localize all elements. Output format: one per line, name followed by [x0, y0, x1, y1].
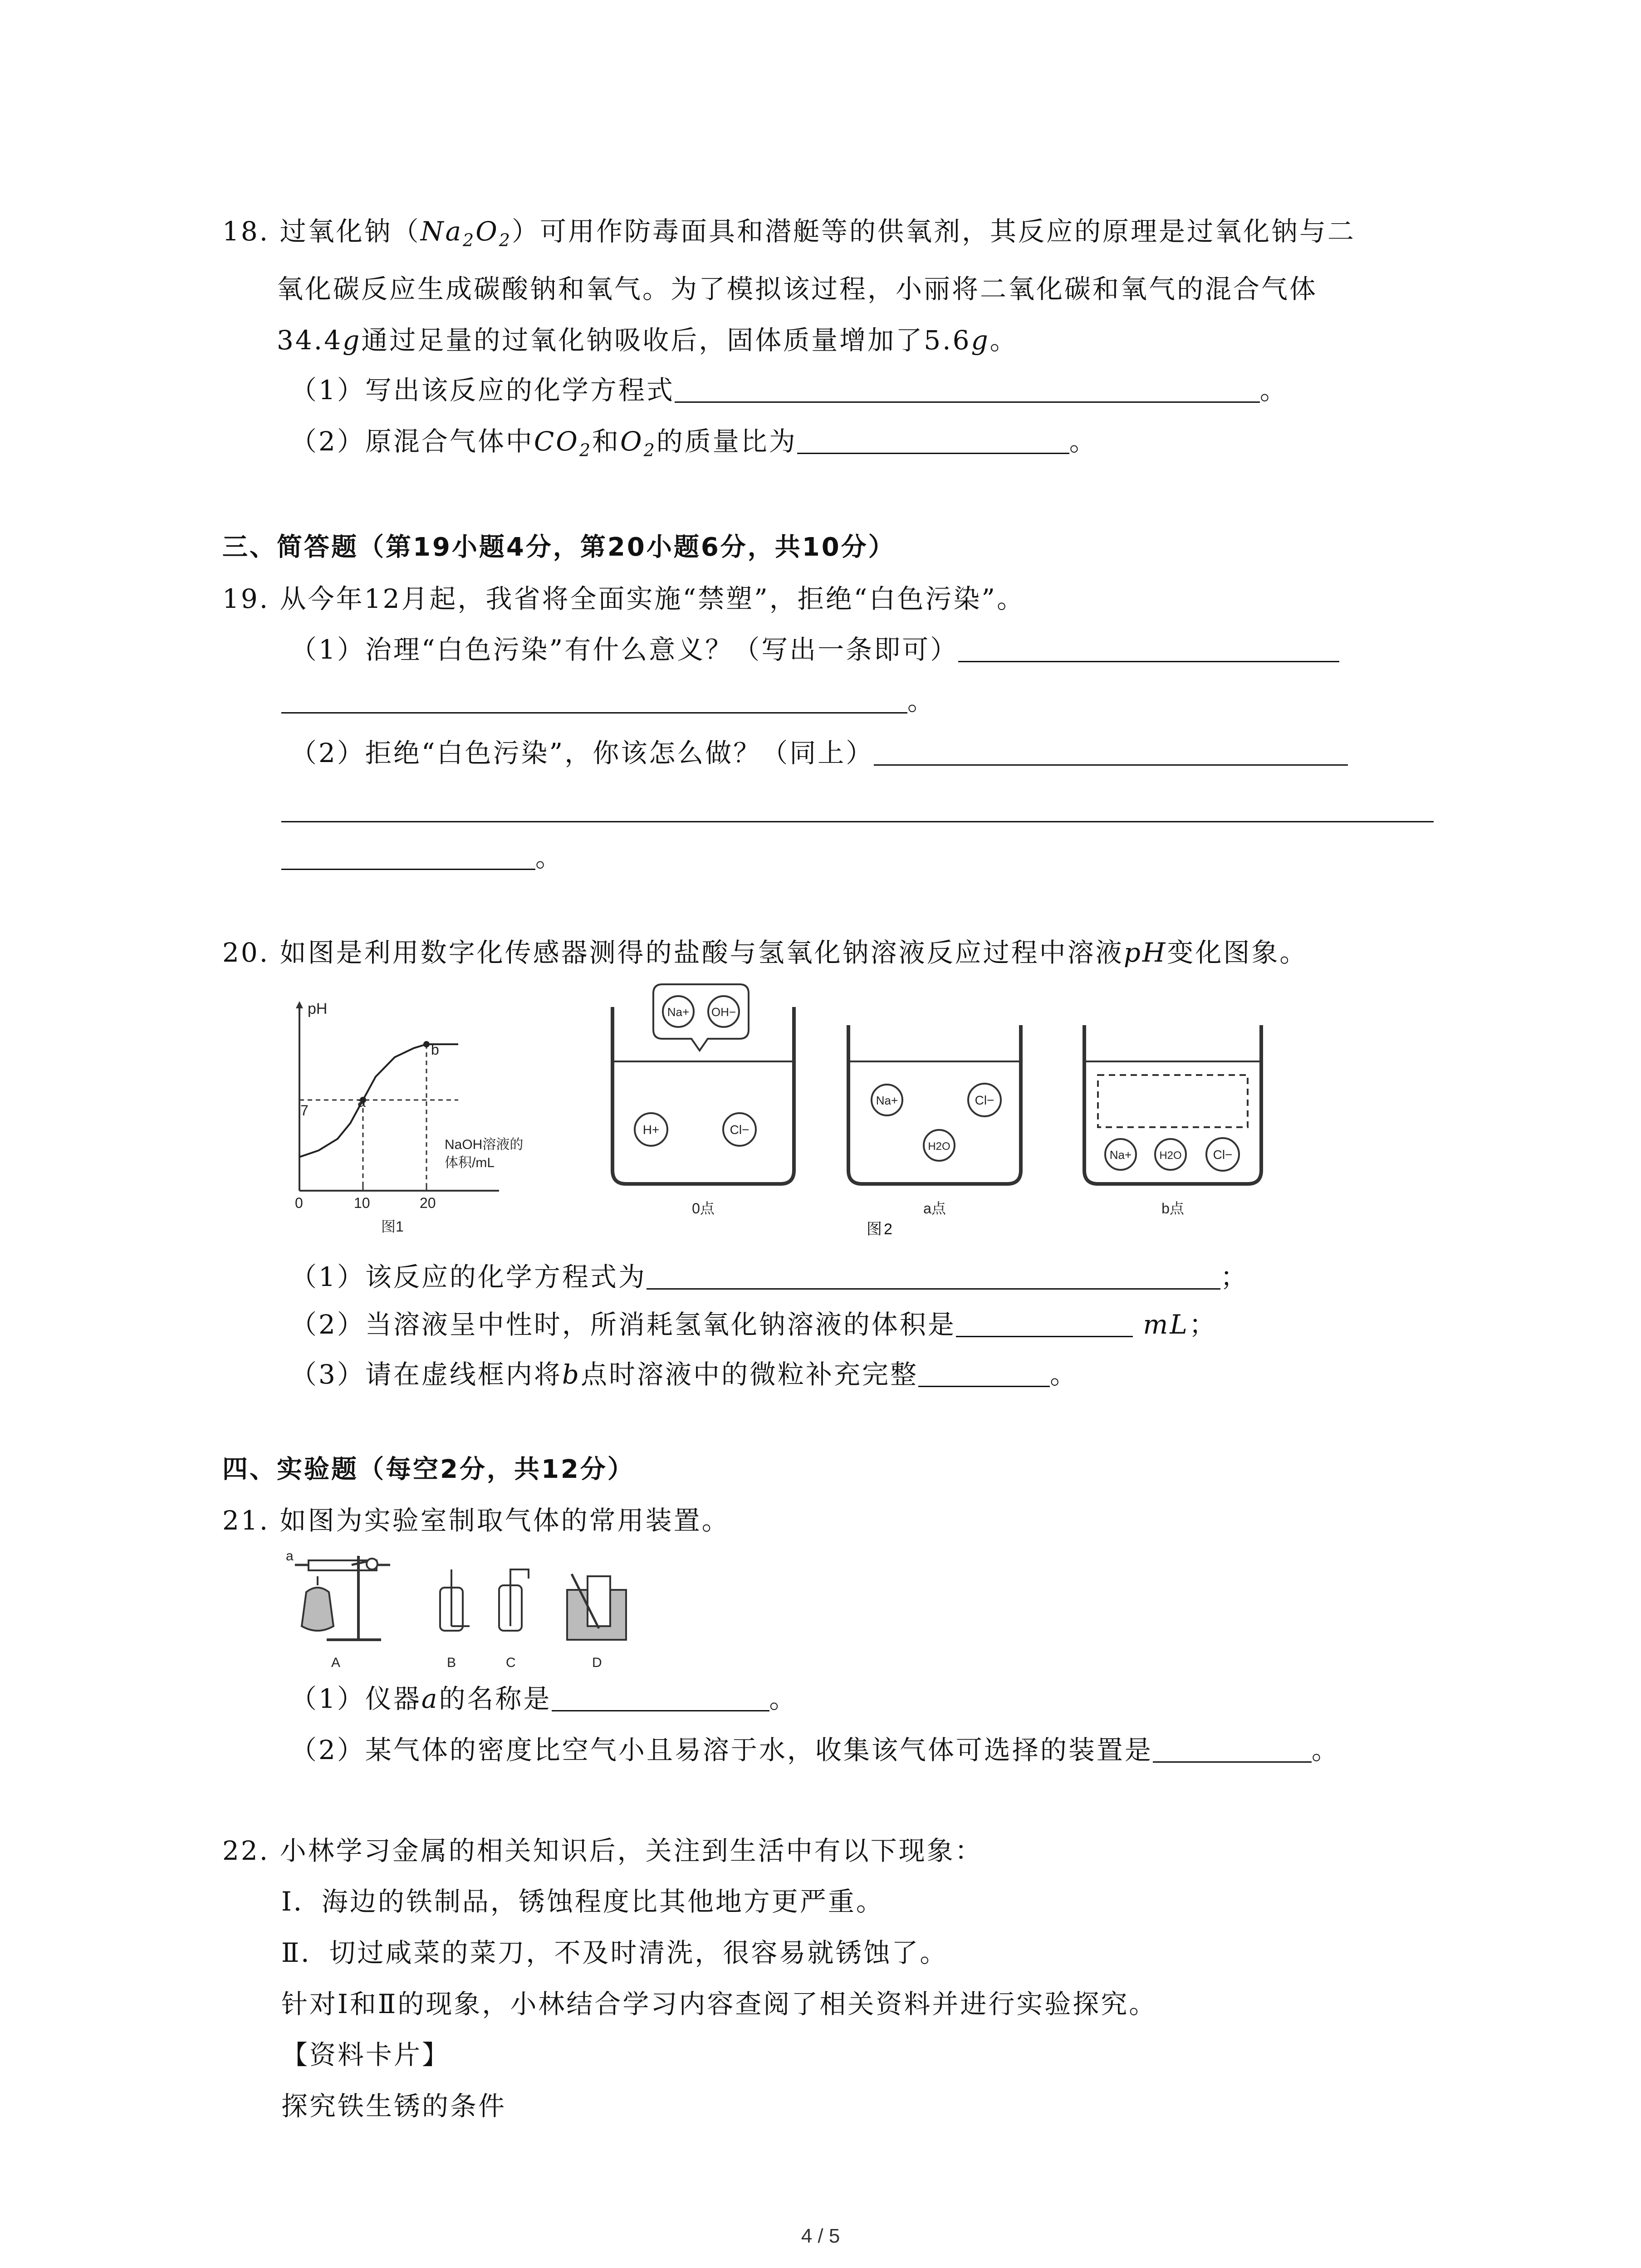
- q19-sub-1-cont: 。: [281, 683, 936, 719]
- answer-blank[interactable]: [958, 635, 1339, 662]
- answer-blank[interactable]: [552, 1685, 769, 1711]
- cl-ion-label: Cl−: [1213, 1148, 1233, 1162]
- x-tick-10: 10: [354, 1195, 370, 1211]
- ph-chart: [272, 996, 526, 1241]
- q19-stem: 19. 从今年12月起，我省将全面实施“禁塑”，拒绝“白色污染”。: [222, 583, 1025, 614]
- q22-card-title: 【资料卡片】: [281, 2039, 451, 2070]
- q19-sub-2: （2）拒绝“白色污染”，你该怎么做？（同上）: [290, 735, 1348, 771]
- q22-card-line: 探究铁生锈的条件: [281, 2091, 507, 2121]
- y-axis-arrow: [296, 1001, 303, 1008]
- apparatus-c: [499, 1569, 529, 1670]
- answer-blank[interactable]: [1153, 1736, 1312, 1763]
- figure-2-caption-text: 图2: [867, 1221, 894, 1238]
- na-ion-label: Na+: [1109, 1148, 1132, 1162]
- q18-sub-2: （2）原混合气体中$CO_2$和$O_2$的质量比为 。: [290, 426, 1097, 460]
- q20-sub-1: （1）该反应的化学方程式为 ；: [290, 1261, 1249, 1292]
- ion-bubble: [653, 984, 749, 1051]
- q18-line-3: 34.4g通过足量的过氧化钠吸收后，固体质量增加了5.6g。: [277, 325, 1018, 356]
- answer-blank[interactable]: [281, 687, 907, 714]
- y-tick-7: 7: [300, 1102, 309, 1119]
- cl-ion-label: Cl−: [975, 1093, 994, 1107]
- point-a-label: a: [358, 1094, 366, 1110]
- apparatus-b: [440, 1569, 470, 1670]
- q18-sub-1: （1）写出该反应的化学方程式 。: [290, 375, 1288, 406]
- q19-sub-1: （1）治理“白色污染”有什么意义？（写出一条即可）: [290, 631, 1339, 668]
- dashed-answer-box[interactable]: [1098, 1075, 1248, 1127]
- q20-stem: 20. 如图是利用数字化传感器测得的盐酸与氢氧化钠溶液反应过程中溶液pH变化图象。: [222, 937, 1308, 968]
- answer-blank[interactable]: [874, 739, 1348, 766]
- point-b-label: b: [431, 1041, 439, 1058]
- q18-line-2: 氧化碳反应生成碳酸钠和氧气。为了模拟该过程，小丽将二氧化碳和氧气的混合气体: [277, 274, 1318, 304]
- lab-apparatus-figure: [281, 1542, 671, 1678]
- answer-line[interactable]: [281, 821, 1434, 822]
- q22-stem: 22. 小林学习金属的相关知识后，关注到生活中有以下现象：: [222, 1835, 983, 1866]
- figure-1-caption: 图1: [381, 1218, 404, 1235]
- water-label: H2O: [928, 1140, 950, 1153]
- q21-sub-2: （2）某气体的密度比空气小且易溶于水，收集该气体可选择的装置是 。: [290, 1735, 1340, 1765]
- y-axis-label: pH: [308, 1000, 328, 1017]
- answer-blank[interactable]: [281, 843, 535, 870]
- answer-blank[interactable]: [956, 1310, 1133, 1337]
- q22-intro: 针对Ⅰ和Ⅱ的现象，小林结合学习内容查阅了相关资料并进行实验探究。: [281, 1989, 1157, 2019]
- point-b: [423, 1041, 430, 1047]
- q21-stem: 21. 如图为实验室制取气体的常用装置。: [222, 1505, 730, 1536]
- q22-phenomenon-2: Ⅱ．切过咸菜的菜刀，不及时清洗，很容易就锈蚀了。: [281, 1937, 948, 1968]
- formula-o2: $O_2$: [620, 426, 656, 460]
- beaker-0-label: 0点: [692, 1200, 715, 1217]
- beaker-a: [848, 1025, 1021, 1217]
- beaker-b-label: b点: [1161, 1200, 1184, 1217]
- na-ion-label: Na+: [667, 1005, 690, 1019]
- label-A: A: [331, 1655, 341, 1670]
- answer-blank[interactable]: [797, 427, 1069, 454]
- label-D: D: [592, 1655, 602, 1670]
- na-ion-label: Na+: [876, 1094, 898, 1107]
- water-label: H2O: [1159, 1149, 1182, 1162]
- label-B: B: [447, 1655, 456, 1670]
- beaker-figure: [603, 975, 1293, 1229]
- x-axis-label-1: NaOH溶液的: [445, 1137, 524, 1152]
- q18-line-1: 18. 过氧化钠$(Na_2O_2)$可用作防毒面具和潜艇等的供氧剂，其反应的原理是过氧化钠与二: [222, 216, 1356, 250]
- q22-phenomenon-1: Ⅰ．海边的铁制品，锈蚀程度比其他地方更严重。: [281, 1886, 884, 1917]
- answer-blank[interactable]: [647, 1263, 1220, 1290]
- answer-blank[interactable]: [675, 376, 1260, 403]
- apparatus-a: [286, 1549, 390, 1670]
- q21-sub-1: （1）仪器a的名称是 。: [290, 1683, 798, 1714]
- section-3-title: 三、简答题（第19小题4分，第20小题6分，共10分）: [222, 533, 896, 562]
- x-axis-label-2: 体积/mL: [445, 1155, 495, 1170]
- answer-blank[interactable]: [918, 1360, 1050, 1387]
- beaker-a-label: a点: [923, 1200, 946, 1217]
- q20-sub-3: （3）请在虚线框内将b点时溶液中的微粒补充完整 。: [290, 1359, 1078, 1390]
- page-number: 4 / 5: [801, 2225, 840, 2247]
- beaker-b: [1084, 1025, 1261, 1217]
- h-ion-label: H+: [642, 1123, 660, 1137]
- q19-sub-2-cont: 。: [281, 839, 563, 875]
- label-C: C: [506, 1655, 516, 1670]
- formula-na2o2: $Na_2O_2$: [420, 216, 512, 250]
- x-tick-20: 20: [420, 1195, 436, 1211]
- formula-co2: $CO_2$: [534, 426, 593, 460]
- q20-sub-2: （2）当溶液呈中性时，所消耗氢氧化钠溶液的体积是 mL；: [290, 1309, 1217, 1340]
- section-4-title: 四、实验题（每空2分，共12分）: [222, 1455, 635, 1484]
- apparatus-d: [567, 1574, 626, 1670]
- label-a-instrument: a: [286, 1549, 294, 1564]
- oh-ion-label: OH−: [711, 1005, 736, 1019]
- cl-ion-label: Cl−: [730, 1123, 749, 1137]
- x-tick-0: 0: [295, 1195, 303, 1211]
